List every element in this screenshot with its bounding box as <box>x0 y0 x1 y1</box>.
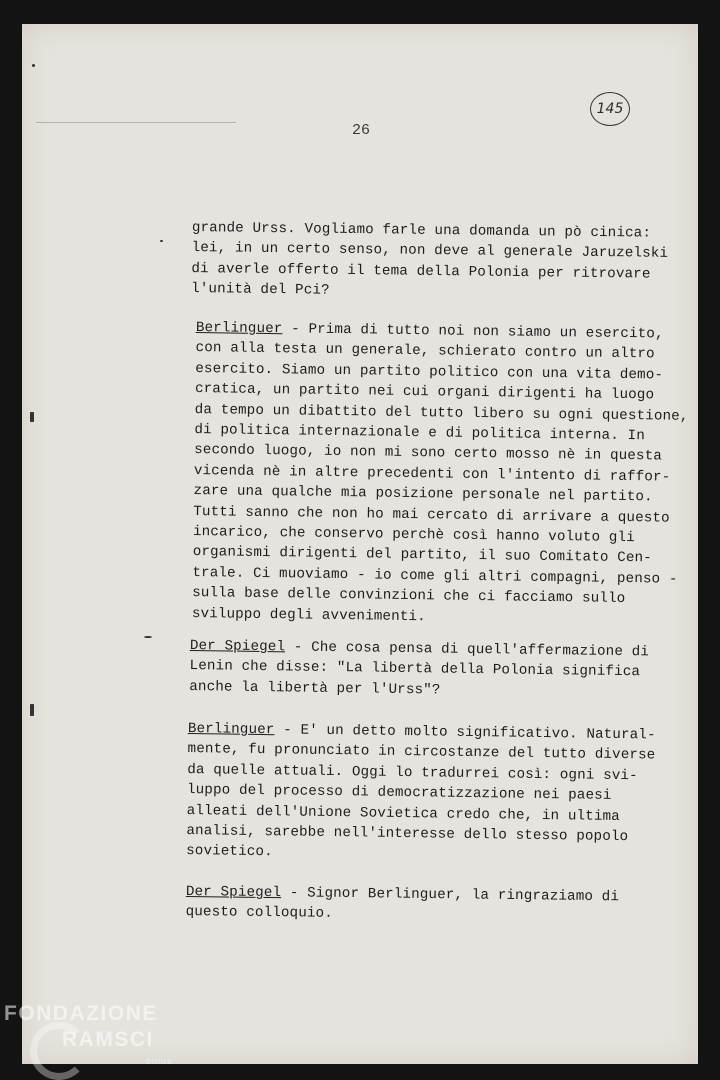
text-line: con alla testa un generale, schierato contro un altro <box>195 340 655 363</box>
scan-artifact-line <box>36 122 236 123</box>
watermark-line-2: RAMSCI <box>62 1028 154 1051</box>
text-line: Lenin che disse: "La libertà della Polonia significa <box>189 658 641 681</box>
watermark-line-3: onlus <box>146 1056 173 1066</box>
fondazione-gramsci-watermark <box>0 1000 200 1080</box>
speaker-name: Berlinguer <box>195 319 283 338</box>
page-number: 26 <box>352 122 371 139</box>
text-line: di averle offerto il tema della Polonia per ritrovare <box>191 260 651 283</box>
text-line: lei, in un certo senso, non deve al generale Jaruzelski <box>191 240 669 263</box>
text-line: zare una qualche mia posizione personale nel partito. <box>193 483 653 506</box>
archive-stamp-number: 145 <box>596 101 624 117</box>
text-line: incarico, che conservo perchè così hanno voluto gli <box>192 524 635 547</box>
watermark-line-1: FONDAZIONE <box>4 1002 158 1025</box>
speaker-name: Berlinguer <box>187 720 275 739</box>
text-line-rest: - Prima di tutto noi non siamo un esercito, <box>282 321 664 343</box>
text-line: da tempo un dibattito del tutto libero su ogni questione, <box>194 401 689 425</box>
speaker-name: Der Spiegel <box>185 883 282 902</box>
text-line: cratica, un partito nei cui organi dirigenti ha luogo <box>194 381 655 404</box>
paragraph-spiegel-closing <box>186 882 656 929</box>
paragraph-spiegel-question-2 <box>189 636 660 704</box>
text-line: trale. Ci muoviamo - io come gli altri compagni, penso - <box>192 564 678 588</box>
paragraph-question-intro <box>191 218 669 305</box>
text-line: vicenda nè in altre precedenti con l'intento di raffor- <box>193 462 671 486</box>
text-line: sviluppo degli avvenimenti. <box>191 605 426 625</box>
text-line: sulla base delle convinzioni che ci facciamo sullo <box>192 585 626 608</box>
text-line: esercito. Siamo un partito politico con una vita demo- <box>195 360 664 384</box>
speaker-name: Der Spiegel <box>189 637 286 656</box>
text-line: luppo del processo di democratizzazione nei paesi <box>186 782 612 805</box>
text-line-rest: - Che cosa pensa di quell'affermazione di <box>285 639 650 661</box>
text-line-rest: - Signor Berlinguer, la ringraziamo di <box>281 885 620 906</box>
text-line: secondo luogo, io non mi sono certo mosso nè in questa <box>194 442 663 465</box>
scan-speck <box>30 412 34 422</box>
text-line: Tutti sanno che non ho mai cercato di arrivare a questo <box>193 503 670 527</box>
text-line: l'unità del Pci? <box>191 281 330 299</box>
paragraph-berlinguer-answer-1 <box>191 318 689 631</box>
scan-speck <box>32 64 35 67</box>
scan-speck <box>144 636 152 638</box>
text-line: di politica internazionale e di politica interna. In <box>194 422 646 445</box>
text-line: sovietico. <box>186 843 273 861</box>
archive-stamp <box>590 92 630 126</box>
text-line-rest: - E' un detto molto significativo. Natural- <box>274 722 656 744</box>
text-line: da quelle attuali. Oggi lo tradurrei così: ogni svi- <box>187 761 638 785</box>
text-line: mente, fu pronunciato in circostanze del tutto diverse <box>187 741 656 764</box>
text-line: alleati dell'Unione Sovietica credo che, in ultima <box>186 802 620 825</box>
text-line: organismi dirigenti del partito, il suo Comitato Cen- <box>192 544 652 567</box>
scan-speck <box>160 240 163 242</box>
text-line: anche la libertà per l'Urss"? <box>189 678 441 699</box>
paragraph-berlinguer-answer-2 <box>186 719 658 868</box>
text-line: questo colloquio. <box>185 904 334 923</box>
text-line: analisi, sarebbe nell'interesse dello stesso popolo <box>186 823 629 846</box>
scan-speck <box>30 704 34 716</box>
text-line: grande Urss. Vogliamo farle una domanda un pò cinica: <box>191 219 652 242</box>
